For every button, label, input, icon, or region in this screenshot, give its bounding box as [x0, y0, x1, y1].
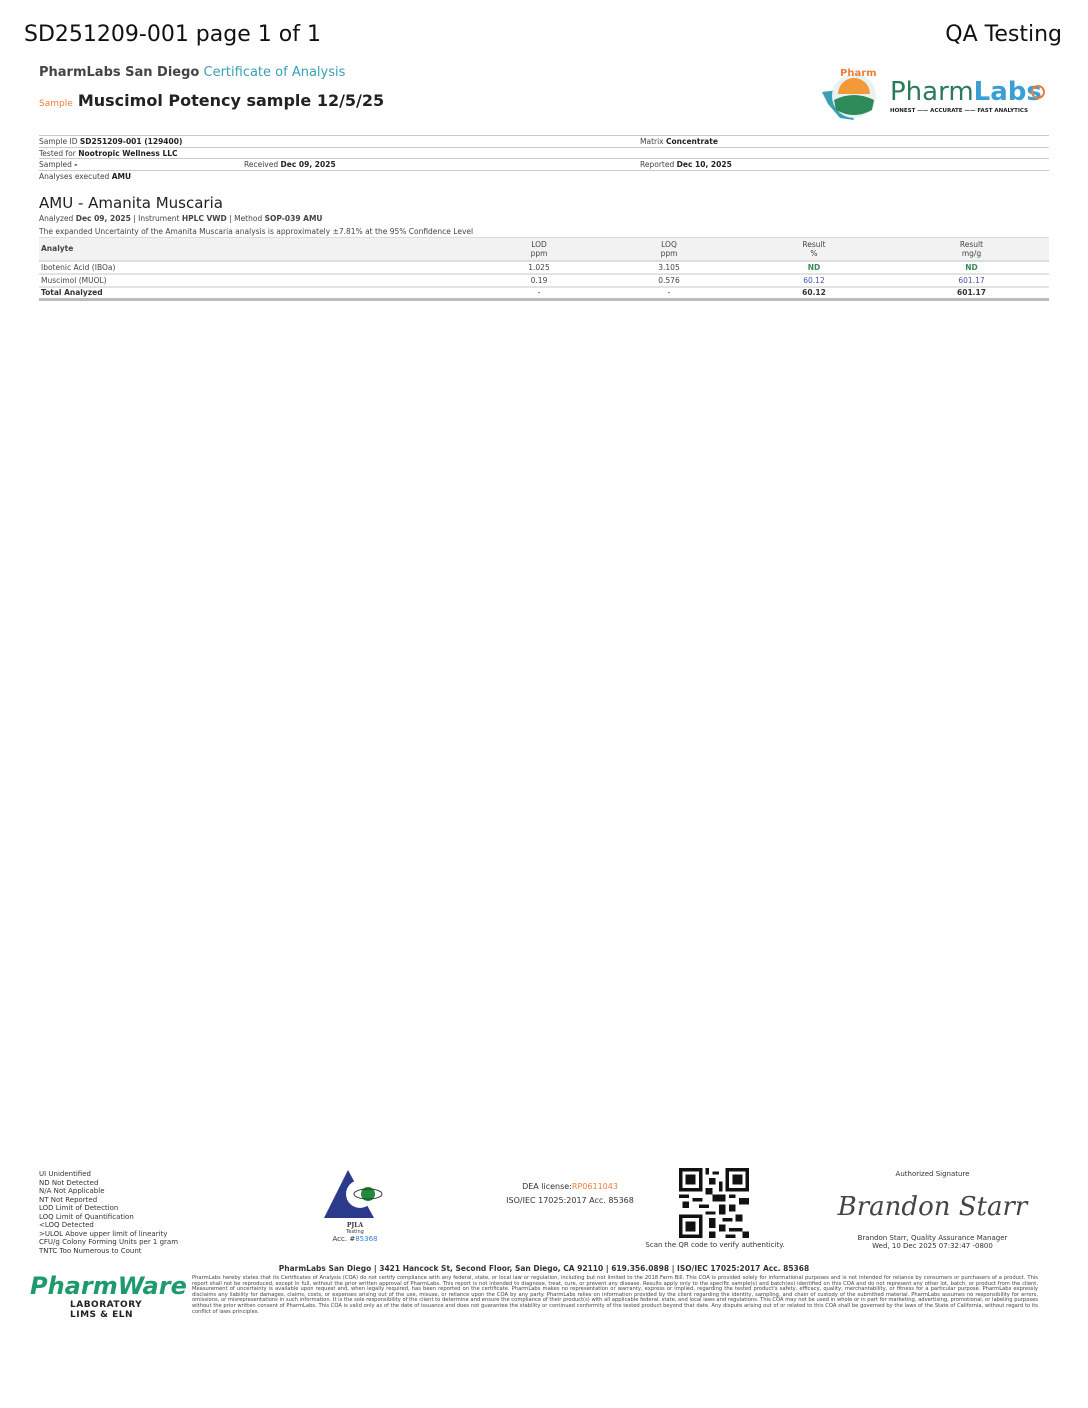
label: Sample ID	[39, 137, 78, 146]
uncertainty-note: The expanded Uncertainty of the Amanita Muscaria analysis is approximately ±7.81% at the 95% Confidence Level	[39, 227, 474, 236]
col-result-pct: Result %	[734, 238, 894, 261]
label: Analyzed	[39, 214, 74, 223]
info-row	[39, 147, 1049, 159]
label: Reported	[640, 160, 675, 169]
cell: 60.12	[734, 287, 894, 300]
lab-line	[39, 65, 345, 80]
dea-license	[440, 1182, 700, 1205]
pjla-sub: Testing	[346, 1229, 364, 1235]
legend-item: CFU/g Colony Forming Units per 1 gram	[39, 1238, 179, 1246]
signer-name: Brandon Starr, Quality Assurance Manager	[857, 1234, 1008, 1242]
svg-text:Pharm: Pharm	[840, 68, 877, 79]
svg-text:PharmLabs: PharmLabs	[890, 77, 1042, 107]
label: Method	[234, 214, 263, 223]
cell: 0.576	[604, 274, 734, 287]
received: Dec 09, 2025	[280, 160, 336, 169]
col-lod: LOD ppm	[474, 238, 604, 261]
legend-item: >ULOL Above upper limit of linearity	[39, 1229, 168, 1238]
sample-id: SD251209-001 (129400)	[79, 137, 183, 146]
reported: Dec 10, 2025	[676, 160, 732, 169]
label: Acc. #	[332, 1235, 356, 1243]
tested-for: Nootropic Wellness LLC	[78, 148, 178, 158]
svg-text:HONEST —— ACCURATE —— FAST ANA: HONEST —— ACCURATE —— FAST ANALYTICS	[890, 108, 1029, 114]
table-header	[39, 238, 1049, 261]
cell: 0.19	[474, 274, 604, 287]
signature-block	[830, 1170, 1035, 1250]
sample-tag: Sample	[39, 99, 73, 109]
pjla-name: PJLA	[346, 1222, 364, 1229]
sampled: -	[74, 160, 78, 169]
legend-item: NT Not Reported	[39, 1195, 98, 1204]
label: DEA license:	[522, 1182, 572, 1191]
abbreviation-legend	[39, 1170, 178, 1255]
lab-name: PharmLabs San Diego	[39, 65, 200, 80]
cell: ND	[734, 261, 894, 274]
pharmware-name: PharmWare	[30, 1272, 187, 1300]
signature-image: Brandon Starr	[837, 1192, 1028, 1222]
label: Received	[244, 160, 279, 169]
footer-address: PharmLabs San Diego | 3421 Hancock St, Second Floor, San Diego, CA 92110 | 619.356.0898 | ISO/IEC 17025:2017 Acc. 85368	[278, 1264, 810, 1273]
label: Matrix	[640, 137, 664, 146]
label: Sampled	[39, 160, 72, 169]
cell: 601.17	[894, 287, 1049, 300]
cell: 601.17	[894, 274, 1049, 287]
cell: 60.12	[734, 274, 894, 287]
qr-code[interactable]	[679, 1168, 749, 1238]
label: Tested for	[39, 148, 76, 158]
instrument: HPLC VWD	[181, 214, 227, 223]
pharmware-tagline: LABORATORY LIMS & ELN	[70, 1300, 143, 1320]
cell: 3.105	[604, 261, 734, 274]
cell: 1.025	[474, 261, 604, 274]
cell: ND	[894, 261, 1049, 274]
page-header-id: SD251209-001 page 1 of 1	[24, 22, 321, 47]
pjla-acc: 85368	[355, 1235, 378, 1243]
cell: Total Analyzed	[39, 287, 474, 300]
label: Instrument	[138, 214, 180, 223]
cell: -	[604, 287, 734, 300]
legend-item: ND Not Detected	[39, 1178, 99, 1187]
signature-date: Wed, 10 Dec 2025 07:32:47 -0800	[872, 1242, 993, 1250]
sample-info	[39, 135, 1049, 181]
col-result-mgg: Result mg/g	[894, 238, 1049, 261]
legend-item: LOQ Limit of Quantification	[39, 1212, 134, 1221]
sample-line	[39, 91, 384, 110]
pjla-accreditation	[322, 1168, 388, 1243]
label: Analyses executed	[39, 171, 110, 181]
pharmware-logo	[30, 1272, 187, 1320]
signature-label: Authorized Signature	[895, 1170, 970, 1178]
dea-license-number: RP0611043	[571, 1182, 618, 1191]
info-row	[39, 158, 1049, 170]
info-row	[39, 135, 1049, 147]
disclaimer: PharmLabs hereby states that its Certificates of Analysis (COA) do not certify compliance with any federal, state, or local law or regulation, including but not limited to the 2018 Farm Bill. This COA is provided solely for informational purposes and is not intended for reliance by consumers or purchasers of a product. This report shall not be reproduced, except in full, without the prior written approval of PharmLabs. This report is not intended to diagnose, treat, cure, or prevent any disease. Results apply only to the specific sample(s) and batch(es) identified on this COA and do not represent any other lot, batch, or product from the client. Measurement of uncertainty is available upon request and, when legally required, has been reported on the certificate. PharmLabs makes no representation or warranty, express or implied, regarding the tested product's safety, efficacy, quality, merchantability, or fitness for a particular purpose. PharmLabs expressly disclaims any liability for damages, claims, costs, or expenses arising out of the use, misuse, or reliance upon the COA by any party. PharmLabs relies on information provided by the client regarding the identity, sampling, and chain of custody of the submitted material. PharmLabs assumes no responsibility for errors, omissions, or misrepresentations in such information. It is the sole responsibility of the client to determine and ensure the compliance of their product(s) with all applicable federal, state, and local laws and regulations. This COA may not be used in whole or in part for marketing, advertising, promotional, or labeling purposes without the prior written consent of PharmLabs. This COA is valid only as of the date of issuance and does not guarantee the stability or continued conformity of the tested product beyond that date. Any dispute arising out of or related to this COA shall be governed by the laws of the State of California, without regard to its conflict of laws principles.	[192, 1275, 1038, 1315]
section-meta: Analyzed Dec 09, 2025 | Instrument HPLC VWD | Method SOP-039 AMU	[39, 214, 323, 223]
cell: -	[474, 287, 604, 300]
doc-type: Certificate of Analysis	[203, 65, 346, 80]
table-row-total	[39, 287, 1049, 300]
table-row	[39, 261, 1049, 274]
legend-item: N/A Not Applicable	[39, 1187, 105, 1195]
page-header-category: QA Testing	[945, 22, 1062, 47]
method: SOP-039 AMU	[264, 214, 323, 223]
legend-item: LOD Limit of Detection	[39, 1204, 119, 1212]
table-row	[39, 274, 1049, 287]
analyzed-date: Dec 09, 2025	[75, 214, 131, 223]
matrix: Concentrate	[666, 137, 718, 146]
analyses: AMU	[111, 171, 132, 181]
cell: Ibotenic Acid (IBOa)	[39, 261, 474, 274]
results-table	[39, 237, 1049, 301]
pjla-logo-icon	[322, 1168, 388, 1220]
sample-name: Muscimol Potency sample 12/5/25	[77, 91, 385, 110]
col-loq: LOQ ppm	[604, 238, 734, 261]
section-title: AMU - Amanita Muscaria	[39, 194, 223, 212]
legend-item: <LOQ Detected	[39, 1221, 94, 1229]
col-analyte: Analyte	[39, 238, 474, 261]
qr-caption: Scan the QR code to verify authenticity.	[645, 1241, 785, 1249]
legend-item: UI Unidentified	[39, 1170, 91, 1178]
legend-item: TNTC Too Numerous to Count	[39, 1246, 142, 1255]
info-row	[39, 170, 1049, 182]
iso-accreditation: ISO/IEC 17025:2017 Acc. 85368	[506, 1196, 634, 1205]
pharmlabs-logo	[818, 64, 1050, 124]
cell: Muscimol (MUOL)	[39, 274, 474, 287]
